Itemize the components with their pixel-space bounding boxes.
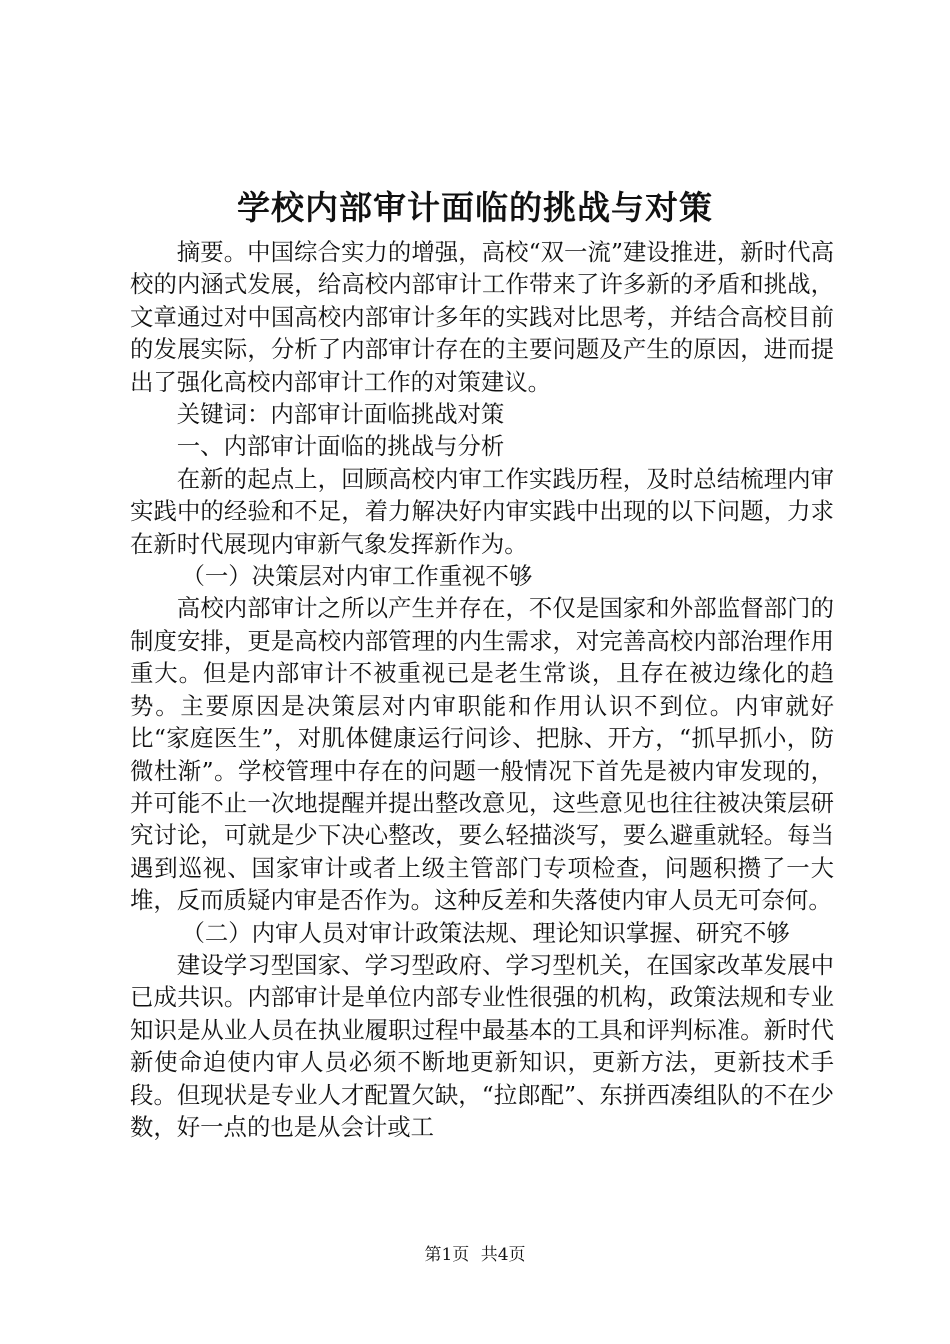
body-paragraph: 建设学习型国家、学习型政府、学习型机关，在国家改革发展中已成共识。内部审计是单位内部专业性很强的机构，政策法规和专业知识是从业人员在执业履职过程中最基本的工具和评判标准。新时代新使命迫使内审人员必须不断地更新知识，更新方法，更新技术手段。但现状是专业人才配置欠缺，“拉郎配”、东拼西凑组队的不在少数，好一点的也是从会计或工: [130, 950, 834, 1141]
keywords-line: 关键词：内部审计面临挑战对策: [176, 400, 505, 429]
abstract-paragraph: 摘要。中国综合实力的增强，高校“双一流”建设推进，新时代高校的内涵式发展，给高校内部审计工作带来了许多新的矛盾和挑战，文章通过对中国高校内部审计多年的实践对比思考，并结合高校目前的发展实际，分析了内部审计存在的主要问题及产生的原因，进而提出了强化高校内部审计工作的对策建议。: [130, 238, 834, 396]
page-total: 共4页: [480, 1245, 526, 1265]
page-footer: [0, 1244, 950, 1266]
page-title: 学校内部审计面临的挑战与对策: [237, 188, 713, 227]
document-body: [130, 236, 834, 1143]
body-paragraph: 高校内部审计之所以产生并存在，不仅是国家和外部监督部门的制度安排，更是高校内部管理的内生需求，对完善高校内部治理作用重大。但是内部审计不被重视已是老生常谈，且存在被边缘化的趋势。主要原因是决策层对内审职能和作用认识不到位。内审就好比“家庭医生”，对肌体健康运行问诊、把脉、开方，“抓早抓小，防微杜渐”。学校管理中存在的问题一般情况下首先是被内审发现的，并可能不止一次地提醒并提出整改意见，这些意见也往往被决策层研究讨论，可就是少下决心整改，要么轻描淡写，要么避重就轻。每当遇到巡视、国家审计或者上级主管部门专项检查，问题积攒了一大堆，反而质疑内审是否作为。这种反差和失落使内审人员无可奈何。: [130, 594, 834, 915]
body-paragraph: 在新的起点上，回顾高校内审工作实践历程，及时总结梳理内审实践中的经验和不足，着力解决好内审实践中出现的以下问题，力求在新时代展现内审新气象发挥新作为。: [130, 464, 834, 558]
subsection-heading: （一）决策层对内审工作重视不够: [181, 562, 533, 591]
page-number: 第1页: [424, 1245, 470, 1265]
section-heading: 一、内部审计面临的挑战与分析: [176, 432, 505, 461]
subsection-heading: （二）内审人员对审计政策法规、理论知识掌握、研究不够: [181, 918, 790, 947]
